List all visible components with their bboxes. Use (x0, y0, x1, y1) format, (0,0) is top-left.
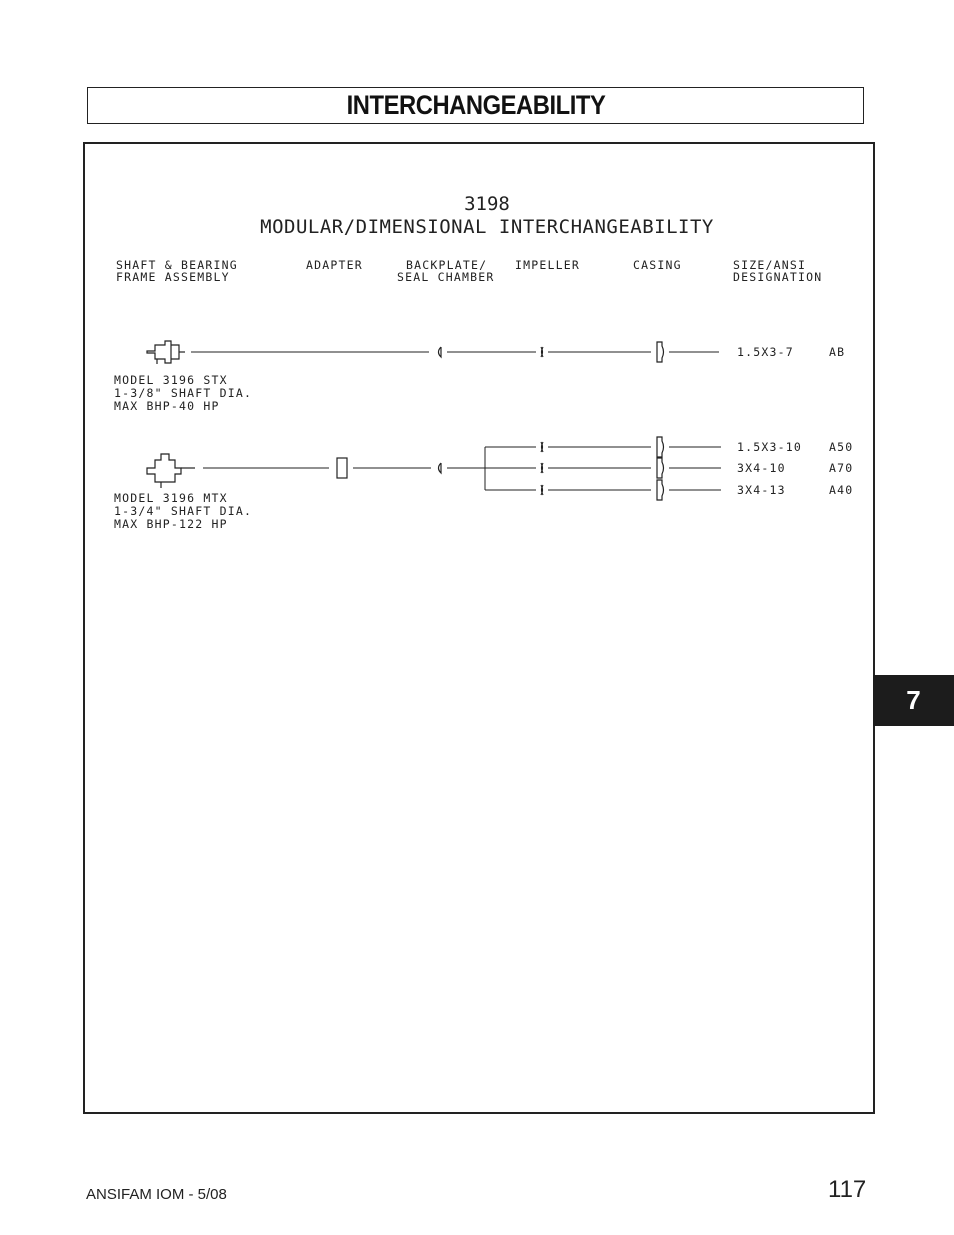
column-adapter-label: ADAPTER (306, 258, 363, 272)
figure-title-number: 3198 (464, 193, 510, 215)
mtx-ansi-3: A40 (829, 483, 854, 497)
column-size-label-1: SIZE/ANSI (733, 258, 807, 272)
interchangeability-drawing (85, 144, 877, 1116)
figure-title: MODULAR/DIMENSIONAL INTERCHANGEABILITY (260, 216, 714, 238)
column-frame-label-2: FRAME ASSEMBLY (116, 270, 230, 284)
mtx-size-1: 1.5X3-10 (737, 440, 802, 454)
stx-model-label: MODEL 3196 STX (114, 373, 228, 387)
mtx-ansi-1: A50 (829, 440, 854, 454)
mtx-size-3: 3X4-13 (737, 483, 786, 497)
mtx-shaft-label: 1-3/4" SHAFT DIA. (114, 504, 253, 518)
mtx-bhp-label: MAX BHP-122 HP (114, 517, 228, 531)
mtx-impeller-icons (541, 442, 543, 495)
page-number: 117 (828, 1176, 867, 1203)
column-backplate-label-2: SEAL CHAMBER (397, 270, 495, 284)
stx-impeller-icon (541, 347, 543, 357)
column-impeller-label: IMPELLER (515, 258, 580, 272)
interchangeability-figure (83, 142, 875, 1114)
mtx-model-label: MODEL 3196 MTX (114, 491, 228, 505)
column-size-label-2: DESIGNATION (733, 270, 823, 284)
section-tab: 7 (873, 675, 954, 726)
mtx-frame-icon (147, 454, 195, 488)
column-frame-label-1: SHAFT & BEARING (116, 258, 238, 272)
mtx-size-2: 3X4-10 (737, 461, 786, 475)
column-backplate-label-1: BACKPLATE/ (406, 258, 488, 272)
footer-doc-id: ANSIFAM IOM - 5/08 (86, 1186, 227, 1203)
stx-backplate-icon (439, 347, 442, 357)
stx-bhp-label: MAX BHP-40 HP (114, 399, 220, 413)
mtx-backplate-icon (439, 463, 442, 473)
page-header-box (87, 87, 864, 124)
stx-casing-icon (657, 342, 664, 362)
stx-size-1: 1.5X3-7 (737, 345, 794, 359)
page-title: INTERCHANGEABILITY (346, 90, 605, 120)
stx-frame-icon (147, 341, 185, 364)
mtx-ansi-2: A70 (829, 461, 854, 475)
stx-shaft-label: 1-3/8" SHAFT DIA. (114, 386, 253, 400)
mtx-casing-icons (657, 437, 664, 500)
column-casing-label: CASING (633, 258, 682, 272)
mtx-adapter-icon (337, 458, 347, 478)
stx-ansi-1: AB (829, 345, 846, 359)
